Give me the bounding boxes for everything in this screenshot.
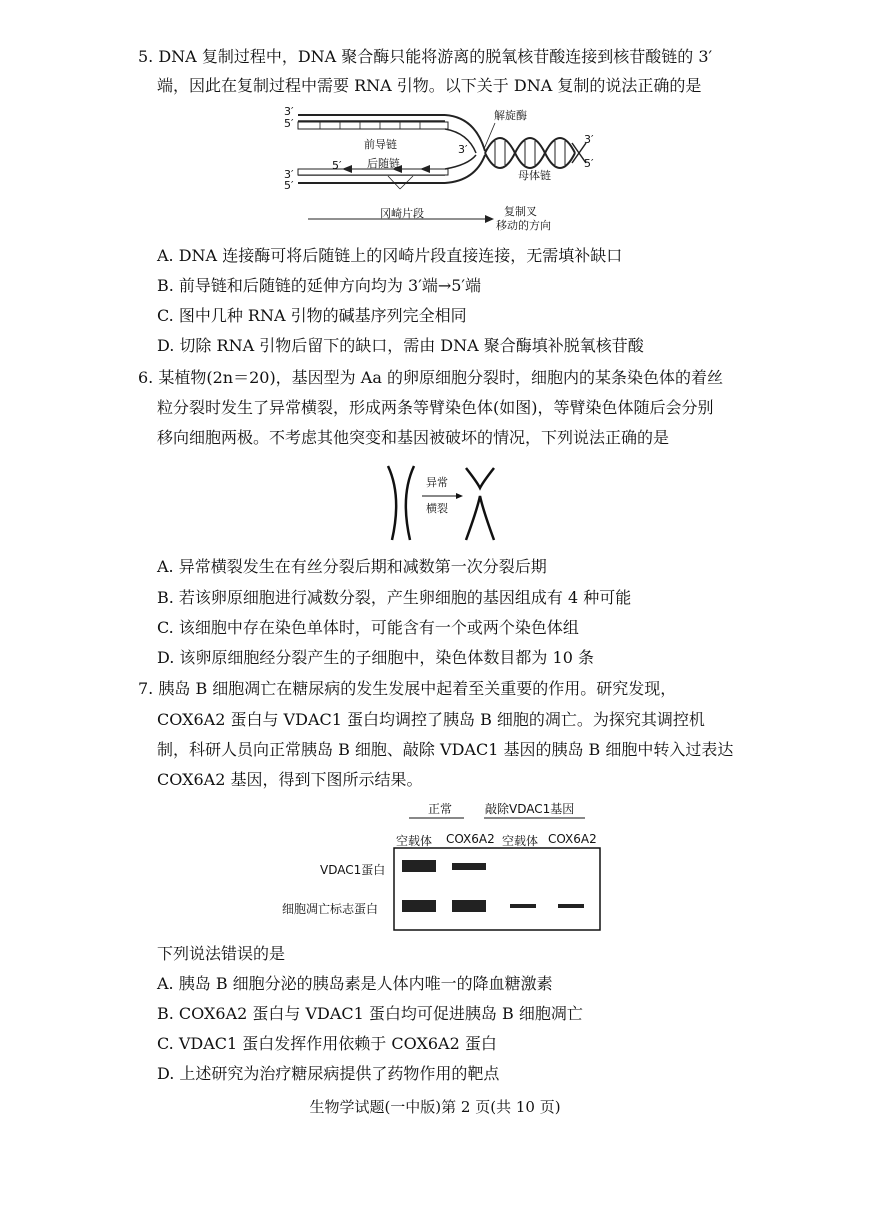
- q7-option-c: C. VDAC1 蛋白发挥作用依赖于 COX6A2 蛋白: [157, 1034, 497, 1053]
- parent-strand-label: 母体链: [518, 169, 551, 182]
- fork-direction-label-1: 复制叉: [504, 205, 537, 218]
- chromosome-figure: [380, 462, 510, 544]
- col-label-1: 空载体: [396, 834, 433, 848]
- q6-option-a: A. 异常横裂发生在有丝分裂后期和减数第一次分裂后期: [157, 557, 547, 576]
- dna-replication-figure: [280, 103, 620, 235]
- label-5prime-bottom: 5′: [284, 179, 294, 192]
- q5-option-d: D. 切除 RNA 引物后留下的缺口，需由 DNA 聚合酶填补脱氧核苷酸: [157, 336, 644, 355]
- label-5prime-right: 5′: [584, 157, 594, 170]
- label-5prime-top: 5′: [284, 117, 294, 130]
- q5-option-c: C. 图中几种 RNA 引物的碱基序列完全相同: [157, 306, 467, 325]
- arrow-label-top: 异常: [426, 476, 448, 489]
- row-label-apoptosis-marker: 细胞凋亡标志蛋白: [282, 902, 379, 916]
- label-3prime-right: 3′: [584, 133, 594, 146]
- group-knockout-label: 敲除VDAC1基因: [485, 802, 575, 816]
- label-3prime-top: 3′: [284, 105, 294, 118]
- western-blot-figure: [282, 796, 606, 934]
- q7-option-d: D. 上述研究为治疗糖尿病提供了药物作用的靶点: [157, 1064, 500, 1083]
- dna-replication-diagram: [280, 103, 620, 235]
- fork-direction-label-2: 移动的方向: [496, 219, 551, 232]
- col-label-4: COX6A2: [548, 832, 597, 846]
- leading-strand-label: 前导链: [364, 138, 397, 151]
- q7-option-b: B. COX6A2 蛋白与 VDAC1 蛋白均可促进胰岛 B 细胞凋亡: [157, 1004, 583, 1023]
- q7-option-a: A. 胰岛 B 细胞分泌的胰岛素是人体内唯一的降血糖激素: [157, 974, 553, 993]
- q6-option-c: C. 该细胞中存在染色单体时，可能含有一个或两个染色体组: [157, 618, 579, 637]
- label-3prime-fork: 3′: [458, 143, 468, 156]
- lagging-strand-label: 后随链: [367, 157, 400, 170]
- col-label-3: 空载体: [502, 834, 539, 848]
- label-5prime-lagging: 5′: [332, 159, 342, 172]
- helicase-label: 解旋酶: [494, 109, 527, 122]
- label-3prime-bottom: 3′: [284, 168, 294, 181]
- q7-stem-line2: COX6A2 蛋白与 VDAC1 蛋白均调控了胰岛 B 细胞的凋亡。为探究其调控机: [157, 710, 705, 729]
- col-label-2: COX6A2: [446, 832, 495, 846]
- q6-stem-line1: 6. 某植物(2n＝20)，基因型为 Aa 的卵原细胞分裂时，细胞内的某条染色体的着丝: [138, 368, 723, 387]
- q5-stem-line2: 端，因此在复制过程中需要 RNA 引物。以下关于 DNA 复制的说法正确的是: [157, 76, 702, 95]
- q5-stem-line1: 5. DNA 复制过程中，DNA 聚合酶只能将游离的脱氧核苷酸连接到核苷酸链的 3′: [138, 47, 713, 66]
- okazaki-fragment-label: 冈崎片段: [380, 207, 424, 220]
- q6-stem-line3: 移向细胞两极。不考虑其他突变和基因被破坏的情况，下列说法正确的是: [157, 428, 670, 447]
- q7-stem-line1: 7. 胰岛 B 细胞凋亡在糖尿病的发生发展中起着至关重要的作用。研究发现，: [138, 679, 677, 698]
- row-label-vdac1: VDAC1蛋白: [320, 863, 386, 877]
- page-footer: 生物学试题(一中版)第 2 页(共 10 页): [309, 1098, 561, 1116]
- q5-option-b: B. 前导链和后随链的延伸方向均为 3′端→5′端: [157, 276, 482, 295]
- q6-stem-line2: 粒分裂时发生了异常横裂，形成两条等臂染色体(如图)，等臂染色体随后会分别: [157, 398, 714, 417]
- q6-option-d: D. 该卵原细胞经分裂产生的子细胞中，染色体数目都为 10 条: [157, 648, 594, 667]
- q7-stem-line3: 制，科研人员向正常胰岛 B 细胞、敲除 VDAC1 基因的胰岛 B 细胞中转入过表达: [157, 740, 734, 759]
- q7-question-stem: 下列说法错误的是: [157, 944, 286, 963]
- q7-stem-line4: COX6A2 基因，得到下图所示结果。: [157, 770, 423, 789]
- q6-option-b: B. 若该卵原细胞进行减数分裂，产生卵细胞的基因组成有 4 种可能: [157, 588, 632, 607]
- group-normal-label: 正常: [428, 802, 453, 816]
- arrow-label-bottom: 横裂: [426, 502, 448, 515]
- q5-option-a: A. DNA 连接酶可将后随链上的冈崎片段直接连接，无需填补缺口: [157, 246, 623, 265]
